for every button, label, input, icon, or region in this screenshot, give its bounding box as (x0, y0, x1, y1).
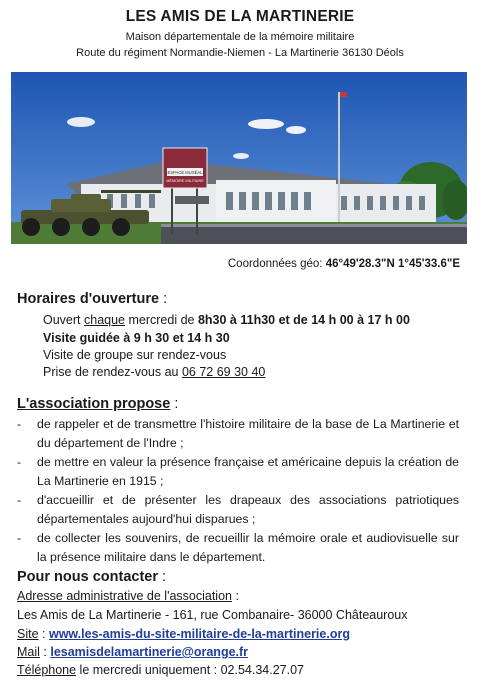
section-title-association (17, 396, 178, 412)
phone-label: Téléphone (17, 663, 77, 677)
rdv-prefix: Prise de rendez-vous au (43, 365, 182, 379)
mail-line (17, 645, 248, 659)
list-item: - de mettre en valeur la présence française et américaine depuis la création de La Martinerie en 1915 ; (17, 453, 459, 491)
sign-text-line-2: MÉMOIRE MILITAIRE (166, 179, 204, 183)
ouvert-word: chaque (84, 313, 126, 327)
association-colon: : (174, 396, 179, 412)
gps-coordinates (228, 258, 460, 270)
list-item-text: d'accueillir et de présenter les drapeaux des associations patriotiques départementales aujourd'hui disparues ; (37, 493, 459, 526)
ouvert-hours: 8h30 à 11h30 et de 14 h 00 à 17 h 00 (197, 313, 410, 327)
association-list (17, 415, 459, 567)
contact-colon: : (162, 569, 167, 585)
list-item: - d'accueillir et de présenter les drapeaux des associations patriotiques départementales aujourd'hui disparues ; (17, 491, 459, 529)
horaires-title: Horaires d'ouverture (17, 291, 160, 307)
list-item: - de rappeler et de transmettre l'histoire militaire de la base de La Martinerie et du département de l'Indre ; (17, 415, 459, 453)
page-title: LES AMIS DE LA MARTINERIE (125, 8, 355, 25)
admin-colon: : (232, 589, 239, 603)
section-title-contact (17, 569, 166, 585)
site-sep: : (38, 627, 49, 641)
site-line (17, 627, 350, 641)
address-line: Route du régiment Normandie-Niemen - La Martinerie 36130 Déols (76, 47, 404, 59)
appointment-line (43, 365, 265, 379)
admin-label-text: Adresse administrative de l'association (17, 589, 232, 603)
email-link[interactable]: lesamisdelamartinerie@orange.fr (50, 645, 249, 659)
phone-line (17, 663, 304, 677)
admin-address: Les Amis de La Martinerie - 161, rue Combanaire- 36000 Châteauroux (17, 608, 408, 622)
site-label: Site (17, 627, 39, 641)
coords-value: 46°49'28.3"N 1°45'33.6"E (325, 258, 460, 270)
association-title: L'association propose (17, 396, 171, 412)
list-item-text: de mettre en valeur la présence française et américaine depuis la création de La Martinerie en 1915 ; (37, 455, 459, 488)
list-item-text: de rappeler et de transmettre l'histoire militaire de la base de La Martinerie et du département de l'Indre ; (37, 417, 459, 450)
rdv-phone[interactable]: 06 72 69 30 40 (181, 365, 266, 379)
list-item-text: de collecter les souvenirs, de recueillir la mémoire orale et audiovisuelle sur la présence militaire dans le département. (37, 531, 459, 564)
coords-label: Coordonnées géo: (227, 258, 323, 270)
guided-tour-line: Visite guidée à 9 h 30 et 14 h 30 (43, 331, 230, 345)
contact-title: Pour nous contacter (17, 569, 158, 585)
section-title-horaires (17, 291, 167, 307)
list-item: - de collecter les souvenirs, de recueillir la mémoire orale et audiovisuelle sur la présence militaire dans le département. (17, 529, 459, 567)
ouvert-prefix: Ouvert (43, 313, 84, 327)
admin-address-label (17, 589, 239, 603)
subtitle: Maison départementale de la mémoire militaire (125, 31, 355, 43)
mail-label: Mail (17, 645, 40, 659)
ouvert-mid: mercredi de (125, 313, 198, 327)
building-photo (11, 72, 467, 244)
phone-text: le mercredi uniquement : 02.54.34.27.07 (76, 663, 305, 677)
website-link[interactable]: www.les-amis-du-site-militaire-de-la-martinerie.org (48, 627, 350, 641)
horaires-colon: : (163, 291, 168, 307)
opening-hours-line (43, 313, 410, 327)
sign-text-line-1: ESPACE MUSÉAL (167, 170, 203, 175)
mail-sep: : (39, 645, 51, 659)
group-visit-line: Visite de groupe sur rendez-vous (43, 348, 227, 362)
